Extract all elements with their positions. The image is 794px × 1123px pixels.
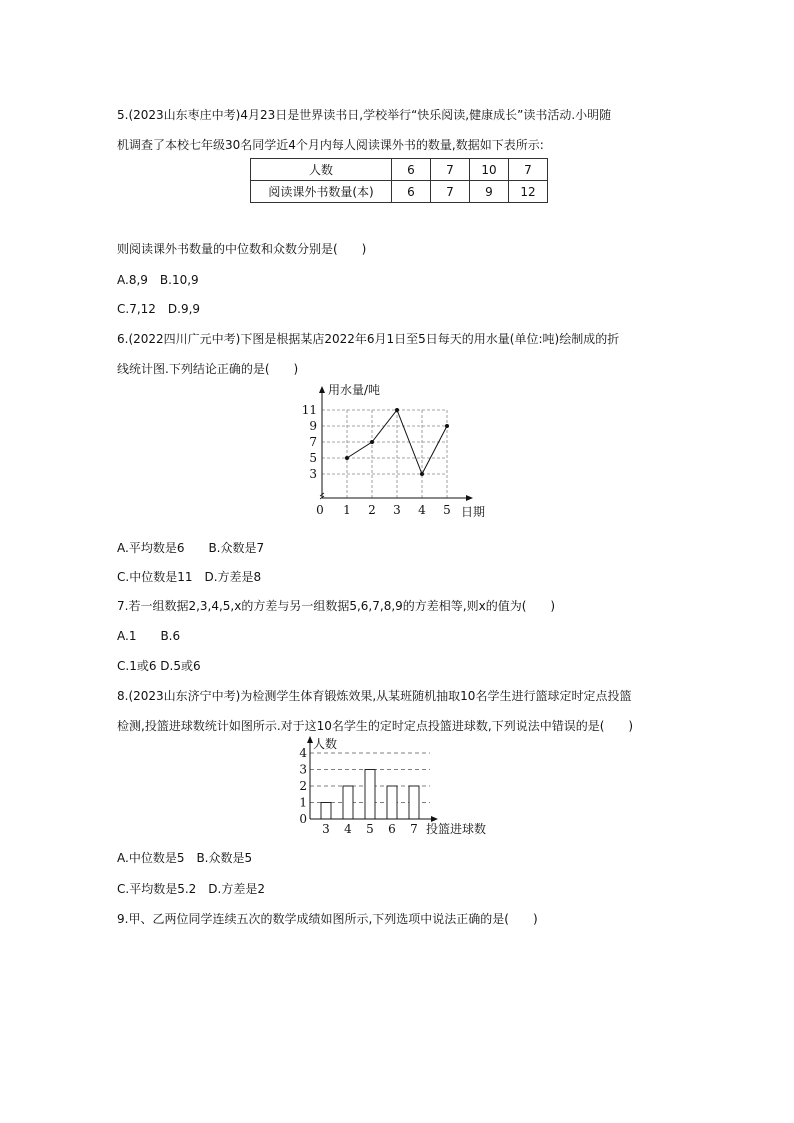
table-cell: 10: [470, 159, 509, 181]
x-tick-label: 2: [368, 503, 376, 517]
chart-tick-labels: [302, 403, 451, 517]
data-point: [345, 456, 349, 460]
bar: [321, 803, 331, 820]
y-axis-label: 用水量/吨: [328, 384, 381, 397]
table-row-header: 人数: [251, 159, 392, 181]
q7-line1: 7.若一组数据2,3,4,5,x的方差与另一组数据5,6,7,8,9的方差相等,则x的值为( ): [117, 599, 556, 613]
chart-grid: [322, 410, 447, 498]
x-tick-label: 7: [410, 822, 418, 836]
q6-options-ab: A.平均数是6 B.众数是7: [117, 541, 265, 555]
x-axis-label: 投篮进球数: [426, 822, 487, 836]
bar: [387, 786, 397, 819]
y-tick-label: 3: [299, 762, 307, 777]
data-point: [370, 440, 374, 444]
water-usage-line-chart: [300, 384, 500, 524]
q5-question: 则阅读课外书数量的中位数和众数分别是( ): [117, 242, 367, 256]
q6-line1: 6.(2022四川广元中考)下图是根据某店2022年6月1日至5日每天的用水量(单位:吨)绘制成的折: [117, 332, 620, 346]
q7-options-cd: C.1或6 D.5或6: [117, 659, 201, 673]
x-tick-label: 5: [366, 822, 374, 836]
x-axis-arrow: [466, 495, 473, 501]
x-tick-label: 4: [344, 822, 352, 836]
q5-line2: 机调查了本校七年级30名同学近4个月内每人阅读课外书的数量,数据如下表所示:: [117, 138, 544, 152]
y-tick-label: 9: [309, 419, 317, 433]
q9-line1: 9.甲、乙两位同学连续五次的数学成绩如图所示,下列选项中说法正确的是( ): [117, 912, 538, 926]
y-tick-label: 11: [301, 403, 317, 417]
data-point: [420, 472, 424, 476]
table-cell: 7: [431, 181, 470, 203]
q5-data-table: [250, 158, 548, 203]
chart-axes: [319, 386, 473, 501]
table-cell: 9: [470, 181, 509, 203]
table-row: [251, 159, 548, 181]
x-tick-label: 1: [343, 503, 351, 517]
table-cell: 6: [392, 159, 431, 181]
q7-options-ab: A.1 B.6: [117, 629, 181, 643]
y-tick-label: 2: [299, 779, 307, 793]
q5-options-ab: A.8,9 B.10,9: [117, 273, 199, 287]
q6-line2: 线统计图.下列结论正确的是( ): [117, 362, 299, 376]
x-tick-label: 4: [418, 503, 426, 517]
shots-bar-chart: [290, 736, 520, 838]
data-point: [395, 408, 399, 412]
y-tick-label: 7: [309, 435, 317, 449]
bar: [365, 770, 375, 820]
table-cell: 6: [392, 181, 431, 203]
table-row: [251, 181, 548, 203]
table-cell: 7: [431, 159, 470, 181]
data-point: [445, 424, 449, 428]
x-axis-label: 日期: [461, 505, 486, 519]
x-tick-label: 5: [443, 503, 451, 517]
chart-bars: [321, 770, 419, 820]
q6-options-cd: C.中位数是11 D.方差是8: [117, 570, 262, 584]
x-tick-label: 3: [393, 503, 401, 517]
q8-options-ab: A.中位数是5 B.众数是5: [117, 851, 253, 865]
chart-tick-labels: [299, 746, 417, 836]
q8-options-cd: C.平均数是5.2 D.方差是2: [117, 882, 265, 896]
bar: [409, 786, 419, 819]
y-tick-label: 5: [309, 451, 317, 465]
q5-options-cd: C.7,12 D.9,9: [117, 302, 201, 316]
origin-label: 0: [316, 503, 324, 517]
y-tick-label: 0: [299, 812, 307, 826]
q5-line1: 5.(2023山东枣庄中考)4月23日是世界读书日,学校举行“快乐阅读,健康成长”读书活动.小明随: [117, 108, 612, 122]
q8-line1: 8.(2023山东济宁中考)为检测学生体育锻炼效果,从某班随机抽取10名学生进行篮球定时定点投篮: [117, 689, 632, 703]
y-tick-label: 1: [299, 795, 307, 810]
x-tick-label: 3: [322, 822, 330, 836]
table-row-header: 阅读课外书数量(本): [251, 181, 392, 203]
y-tick-label: 4: [299, 746, 307, 760]
bar: [343, 786, 353, 819]
y-axis-arrow: [319, 386, 325, 393]
q8-line2: 检测,投篮进球数统计如图所示.对于这10名学生的定时定点投篮进球数,下列说法中错误的是( ): [117, 719, 634, 733]
table-cell: 7: [509, 159, 548, 181]
y-axis-label: 人数: [313, 737, 338, 751]
y-tick-label: 3: [309, 467, 317, 481]
x-tick-label: 6: [388, 822, 396, 836]
table-cell: 12: [509, 181, 548, 203]
